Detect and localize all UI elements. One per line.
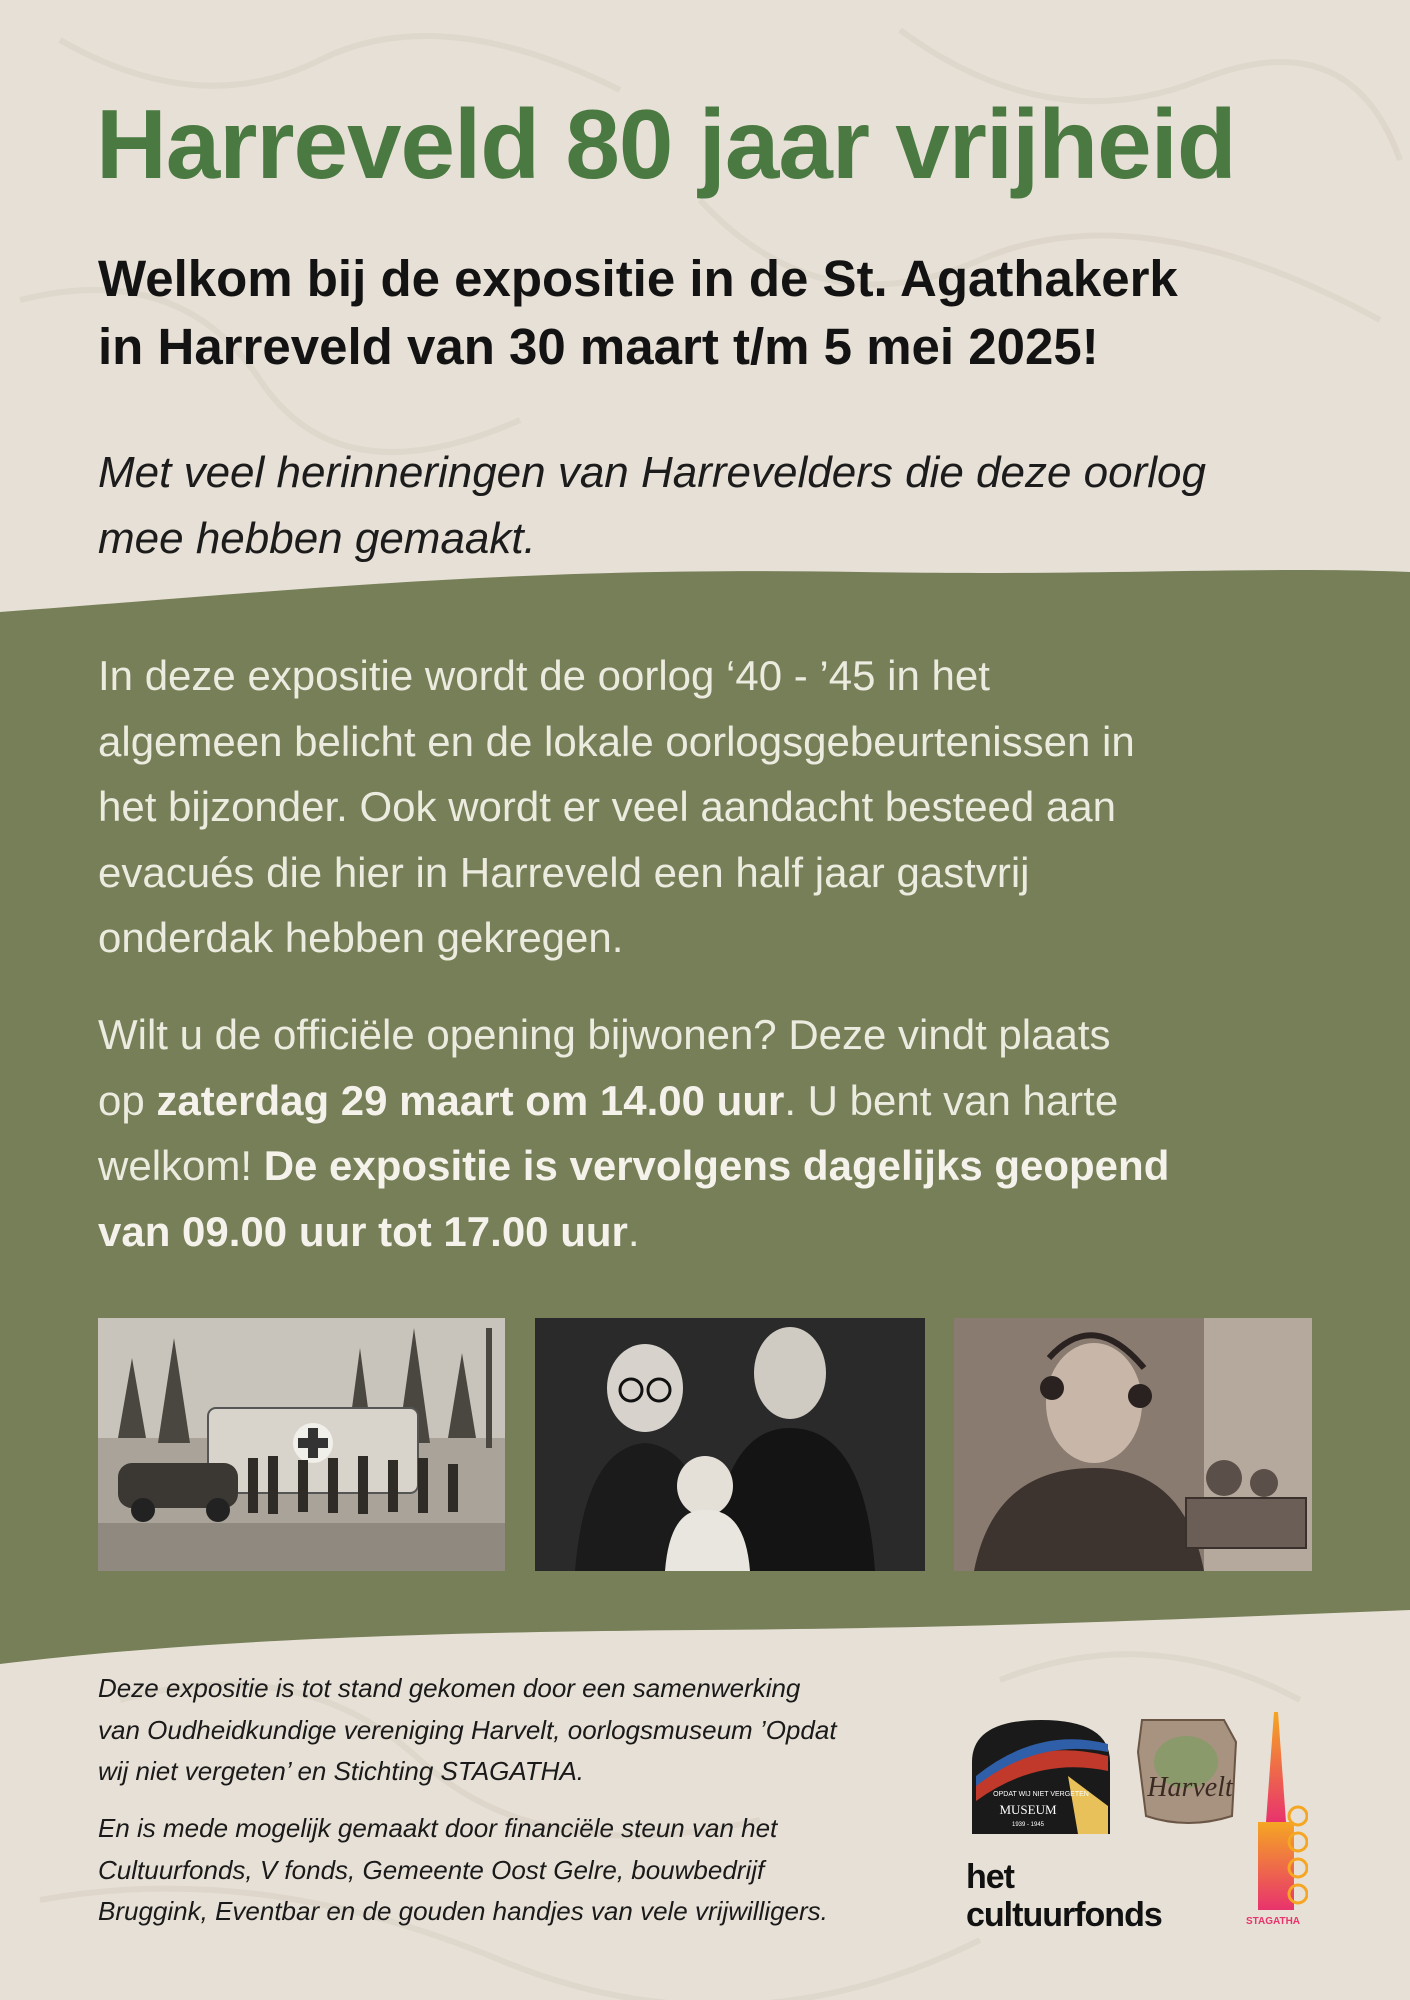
cultuurfonds-logo-line: het <box>966 1858 1014 1896</box>
credits-line: Deze expositie is tot stand gekomen door een samenwerking <box>98 1673 801 1703</box>
cultuurfonds-logo <box>966 1858 1216 1938</box>
museum-logo-name: MUSEUM <box>999 1802 1057 1817</box>
opening-hours: De expositie is vervolgens dagelijks geopend <box>263 1142 1170 1190</box>
text-span: . U bent van harte <box>784 1076 1119 1124</box>
text-span: op <box>98 1076 157 1124</box>
museum-logo <box>968 1716 1114 1838</box>
opening-date: zaterdag 29 maart om 14.00 uur <box>156 1076 785 1124</box>
cultuurfonds-logo-line: cultuurfonds <box>966 1896 1162 1934</box>
subtitle-line: Welkom bij de expositie in de St. Agathakerk <box>98 250 1178 307</box>
paragraph-line <box>98 1199 1338 1265</box>
harvelt-logo-text: Harvelt <box>1147 1772 1233 1803</box>
support-line: Cultuurfonds, V fonds, Gemeente Oost Gelre, bouwbedrijf <box>98 1854 765 1885</box>
stagatha-logo-text: STAGATHA <box>1245 1916 1301 1927</box>
text-span: . <box>627 1207 640 1255</box>
page-title: Harreveld 80 jaar vrijheid <box>96 89 1236 199</box>
credits-line: van Oudheidkundige vereniging Harvelt, oorlogsmuseum ’Opdat <box>98 1714 837 1745</box>
description-paragraph <box>98 643 1338 971</box>
paragraph-line: het bijzonder. Ook wordt er veel aandacht besteed aan <box>98 783 1117 831</box>
stagatha-logo <box>1238 1712 1308 1928</box>
opening-paragraph <box>98 1002 1338 1264</box>
ambulance-group-photo <box>98 1318 505 1571</box>
museum-logo-tagline: OPDAT WIJ NIET VERGETEN <box>993 1791 1089 1798</box>
paragraph-line <box>98 1133 1338 1199</box>
harvelt-logo <box>1128 1712 1256 1832</box>
paragraph-line: Wilt u de officiële opening bijwonen? Deze vindt plaats <box>98 1011 1111 1058</box>
subtitle-line: in Harreveld van 30 maart t/m 5 mei 2025! <box>98 317 1099 375</box>
radio-operator-photo <box>954 1318 1312 1571</box>
intro-line: Met veel herinneringen van Harrevelders die deze oorlog <box>98 448 1206 497</box>
support-line: En is mede mogelijk gemaakt door financiële steun van het <box>98 1813 778 1843</box>
intro-line: mee hebben gemaakt. <box>98 514 536 563</box>
text-span: welkom! <box>98 1142 264 1190</box>
paragraph-line: In deze expositie wordt de oorlog ‘40 - ’45 in het <box>98 652 990 699</box>
credits-text <box>98 1668 918 1793</box>
paragraph-line: onderdak hebben gekregen. <box>98 914 624 962</box>
subtitle <box>98 245 1338 381</box>
credits-line: wij niet vergeten’ en Stichting STAGATHA. <box>98 1756 585 1787</box>
paragraph-line: evacués die hier in Harreveld een half jaar gastvrij <box>98 848 1030 896</box>
support-line: Bruggink, Eventbar en de gouden handjes van vele vrijwilligers. <box>98 1896 828 1927</box>
opening-hours-times: van 09.00 uur tot 17.00 uur <box>98 1207 628 1255</box>
family-portrait-photo <box>535 1318 925 1571</box>
paragraph-line <box>98 1068 1338 1134</box>
intro-text <box>98 440 1338 572</box>
museum-logo-years: 1939 - 1945 <box>1011 1822 1045 1828</box>
support-text <box>98 1808 918 1933</box>
paragraph-line: algemeen belicht en de lokale oorlogsgebeurtenissen in <box>98 717 1135 765</box>
